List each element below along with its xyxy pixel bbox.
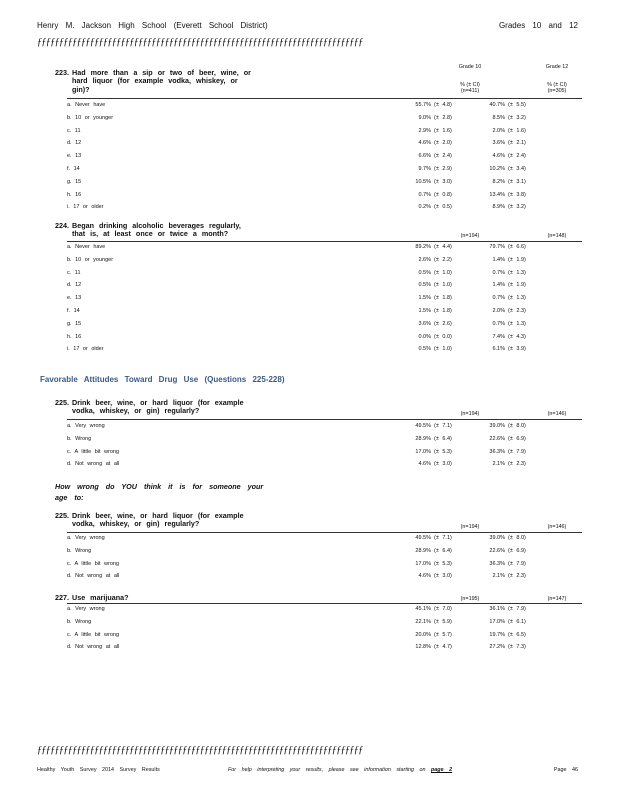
grade12-value: 39.0% [489, 535, 505, 541]
table-row [67, 267, 577, 280]
grade10-ci: (± 2.4) [434, 153, 452, 160]
table-row [67, 616, 577, 629]
grade12-ci: (± 3.2) [508, 114, 526, 121]
grade12-ci: (± 3.2) [508, 204, 526, 211]
table-row [67, 420, 577, 433]
grade10-value: 10.5% [415, 178, 431, 185]
table-row [67, 163, 577, 176]
grade12-value: 8.9% [492, 204, 505, 211]
footer-page-number: Page 46 [553, 767, 578, 773]
table-row [67, 189, 577, 202]
grade10-value: 0.0% [418, 333, 431, 340]
row-label: b. Wrong [67, 435, 92, 442]
table-row [67, 125, 577, 138]
question-223 [55, 64, 615, 94]
question-223-title: 223. Had more than a sip or two of beer, wine, or hard liquor (for example vodka, whiskey, or gin)? [55, 68, 251, 94]
grade10-value: 0.7% [418, 191, 431, 198]
grade12-ci: (± 4.3) [508, 333, 526, 340]
grade10-ci: (± 0.8) [434, 191, 452, 198]
grade12-value: 27.2% [489, 644, 505, 651]
grade12-ci: (± 6.5) [508, 631, 526, 638]
grade10-value: 17.0% [415, 448, 431, 455]
row-label: b. Wrong [67, 618, 92, 625]
grade10-value: 89.2% [415, 244, 431, 250]
row-label: d. Not wrong at all [67, 461, 120, 468]
table-row [67, 331, 577, 344]
grade10-value: 45.1% [415, 606, 431, 612]
row-label: e. 13 [67, 295, 82, 302]
grade12-value: 2.1% [492, 573, 505, 580]
table-row [67, 292, 577, 305]
grade10-value: 28.9% [415, 547, 431, 554]
row-label: g. 15 [67, 320, 82, 327]
grade10-ci: (± 7.1) [434, 423, 452, 429]
grade10-ci: (± 1.0) [434, 346, 452, 353]
question-225-a [55, 399, 615, 416]
table-row [67, 241, 577, 254]
grade10-heading: Grade 10 [458, 64, 482, 70]
grade10-ci: (± 1.8) [434, 295, 452, 302]
header-grades: Grades 10 and 12 [498, 21, 578, 30]
row-label: c. A little bit wrong [67, 560, 120, 567]
grade10-value: 0.5% [418, 282, 431, 289]
grade10-ci: (± 4.4) [434, 244, 452, 250]
question-224-title: 224. Began drinking alcoholic beverages regularly, that is, at least once or twice a month? [55, 221, 241, 239]
footer-help: For help interpreting your results, please see information starting on page 2 [228, 767, 453, 773]
grade12-ci: (± 6.9) [508, 435, 526, 442]
grade10-ci: (± 1.0) [434, 282, 452, 289]
table-row [67, 201, 577, 214]
grade12-n: (n=146) [547, 524, 567, 530]
table-row [67, 532, 577, 545]
row-label: a. Very wrong [67, 606, 105, 612]
row-label: d. 12 [67, 140, 82, 147]
grade10-value: 1.5% [418, 295, 431, 302]
grade12-ci: (± 1.3) [508, 269, 526, 276]
grade12-value: 36.3% [489, 560, 505, 567]
grade10-value: 3.6% [418, 320, 431, 327]
page-link[interactable]: page 2 [431, 767, 453, 773]
grade12-value: 7.4% [492, 333, 505, 340]
grade12-ci: (± 2.4) [508, 153, 526, 160]
grade10-n: (n=194) [460, 233, 480, 239]
grade10-pct-heading: % (± CI) [460, 82, 480, 88]
grade12-n: (n=305) [547, 88, 567, 94]
grade12-value: 0.7% [492, 295, 505, 302]
grade12-ci: (± 3.4) [508, 166, 526, 172]
row-label: b. 10 or younger [67, 114, 114, 121]
row-label: c. 11 [67, 127, 81, 134]
grade12-value: 1.4% [492, 282, 505, 289]
grade12-value: 2.1% [492, 461, 505, 468]
grade12-ci: (± 3.1) [508, 178, 526, 185]
footer-survey: Healthy Youth Survey 2014 Survey Results [37, 767, 160, 773]
grade10-value: 4.6% [418, 573, 431, 580]
grade12-ci: (± 1.3) [508, 295, 526, 302]
grade10-ci: (± 4.8) [434, 102, 452, 108]
row-label: a. Very wrong [67, 535, 105, 541]
grade10-n: (n=195) [460, 596, 480, 602]
header-school: Henry M. Jackson High School (Everett School District) [37, 21, 268, 30]
table-row [67, 279, 577, 292]
grade10-ci: (± 2.8) [434, 114, 452, 121]
grade10-ci: (± 2.6) [434, 320, 452, 327]
grade12-value: 22.6% [489, 435, 505, 442]
grade10-ci: (± 5.7) [434, 631, 452, 638]
grade10-n: (n=194) [460, 524, 480, 530]
grade12-value: 79.7% [489, 244, 505, 250]
grade10-ci: (± 7.0) [434, 606, 452, 612]
grade10-value: 49.5% [415, 423, 431, 429]
table-row [67, 545, 577, 558]
row-label: h. 16 [67, 333, 82, 340]
grade12-ci: (± 1.9) [508, 282, 526, 289]
section-title: Favorable Attitudes Toward Drug Use (Questions 225-228) [40, 375, 285, 384]
grade12-ci: (± 3.8) [508, 191, 526, 198]
grade12-ci: (± 7.9) [508, 606, 526, 612]
grade12-value: 6.1% [492, 346, 505, 353]
table-row [67, 137, 577, 150]
grade12-ci: (± 3.9) [508, 346, 526, 353]
table-row [67, 641, 577, 654]
grade10-ci: (± 0.0) [434, 333, 452, 340]
grade10-ci: (± 0.5) [434, 204, 452, 211]
grade12-value: 10.2% [489, 166, 505, 172]
row-label: a. Very wrong [67, 423, 105, 429]
grade10-value: 6.6% [418, 153, 431, 160]
grade12-ci: (± 8.0) [508, 535, 526, 541]
grade12-ci: (± 1.9) [508, 256, 526, 263]
grade10-ci: (± 1.6) [434, 127, 452, 134]
table-row [67, 558, 577, 571]
question-225-b [55, 512, 615, 529]
grade12-heading: Grade 12 [545, 64, 569, 70]
question-227-title: 227. Use marijuana? [55, 593, 129, 602]
row-label: a. Never have [67, 244, 106, 250]
grade12-value: 39.0% [489, 423, 505, 429]
table-row [67, 570, 577, 583]
grade12-value: 0.7% [492, 320, 505, 327]
grade12-n: (n=148) [547, 233, 567, 239]
grade10-ci: (± 7.1) [434, 535, 452, 541]
table-row [67, 433, 577, 446]
grade12-n: (n=146) [547, 411, 567, 417]
grade10-value: 55.7% [415, 102, 431, 108]
table-row [67, 99, 577, 112]
grade10-ci: (± 3.0) [434, 461, 452, 468]
grade12-value: 17.0% [489, 618, 505, 625]
grade12-ci: (± 5.5) [508, 102, 526, 108]
row-label: d. 12 [67, 282, 82, 289]
grade12-value: 4.6% [492, 153, 505, 160]
grade10-ci: (± 4.7) [434, 644, 452, 651]
grade10-ci: (± 6.4) [434, 435, 452, 442]
table-row [67, 446, 577, 459]
grade10-value: 28.9% [415, 435, 431, 442]
instruction-note: How wrong do YOU think it is for someone your age to: [55, 482, 264, 502]
row-label: g. 15 [67, 178, 82, 185]
grade10-value: 4.6% [418, 140, 431, 147]
grade12-ci: (± 7.9) [508, 560, 526, 567]
top-rule: ƒƒƒƒƒƒƒƒƒƒƒƒƒƒƒƒƒƒƒƒƒƒƒƒƒƒƒƒƒƒƒƒƒƒƒƒƒƒƒƒƒƒƒƒƒƒƒƒƒƒƒƒƒƒƒƒƒƒƒƒƒƒƒƒƒƒƒƒƒƒƒƒƒƒ [37, 37, 363, 48]
table-row [67, 176, 577, 189]
grade12-ci: (± 8.0) [508, 423, 526, 429]
grade10-ci: (± 2.9) [434, 166, 452, 172]
grade12-value: 2.0% [492, 308, 505, 314]
grade10-value: 9.7% [418, 166, 431, 172]
grade10-value: 2.9% [418, 127, 431, 134]
grade10-value: 4.6% [418, 461, 431, 468]
grade12-value: 8.2% [492, 178, 505, 185]
row-label: c. A little bit wrong [67, 631, 120, 638]
grade12-value: 36.1% [489, 606, 505, 612]
row-label: d. Not wrong at all [67, 573, 120, 580]
grade10-ci: (± 6.4) [434, 547, 452, 554]
grade10-ci: (± 5.3) [434, 448, 452, 455]
grade10-ci: (± 1.0) [434, 269, 452, 276]
grade12-n: (n=147) [547, 596, 567, 602]
grade10-value: 22.1% [415, 618, 431, 625]
grade10-ci: (± 5.3) [434, 560, 452, 567]
grade12-value: 8.5% [492, 114, 505, 121]
grade12-ci: (± 2.3) [508, 573, 526, 580]
grade12-ci: (± 2.3) [508, 308, 526, 314]
question-225-a-title: 225. Drink beer, wine, or hard liquor (for example vodka, whiskey, or gin) regularly? [55, 398, 244, 416]
row-label: b. Wrong [67, 547, 92, 554]
grade10-ci: (± 2.0) [434, 140, 452, 147]
grade12-ci: (± 2.1) [508, 140, 526, 147]
grade10-ci: (± 5.9) [434, 618, 452, 625]
row-label: d. Not wrong at all [67, 644, 120, 651]
grade12-ci: (± 6.6) [508, 244, 526, 250]
grade12-ci: (± 1.6) [508, 127, 526, 134]
row-label: i. 17 or older [67, 204, 104, 211]
grade10-ci: (± 3.0) [434, 573, 452, 580]
grade10-value: 17.0% [415, 560, 431, 567]
grade12-value: 1.4% [492, 256, 505, 263]
table-row [67, 629, 577, 642]
grade12-value: 36.3% [489, 448, 505, 455]
row-label: a. Never have [67, 102, 106, 108]
grade10-value: 0.5% [418, 346, 431, 353]
grade10-value: 49.5% [415, 535, 431, 541]
grade12-ci: (± 7.3) [508, 644, 526, 651]
table-row [67, 343, 577, 356]
grade10-ci: (± 1.8) [434, 308, 452, 314]
row-label: h. 16 [67, 191, 82, 198]
row-label: c. 11 [67, 269, 81, 276]
grade12-value: 13.4% [489, 191, 505, 198]
grade12-ci: (± 2.3) [508, 461, 526, 468]
question-225-b-title: 225. Drink beer, wine, or hard liquor (for example vodka, whiskey, or gin) regularly? [55, 511, 244, 529]
bottom-rule: ƒƒƒƒƒƒƒƒƒƒƒƒƒƒƒƒƒƒƒƒƒƒƒƒƒƒƒƒƒƒƒƒƒƒƒƒƒƒƒƒƒƒƒƒƒƒƒƒƒƒƒƒƒƒƒƒƒƒƒƒƒƒƒƒƒƒƒƒƒƒƒƒƒƒ [37, 745, 363, 756]
grade10-value: 2.6% [418, 256, 431, 263]
table-row [67, 318, 577, 331]
table-row [67, 150, 577, 163]
grade12-value: 3.6% [492, 140, 505, 147]
grade10-value: 0.2% [418, 204, 431, 211]
grade10-value: 0.5% [418, 269, 431, 276]
question-227 [55, 594, 615, 602]
question-224 [55, 222, 615, 239]
row-label: c. A little bit wrong [67, 448, 120, 455]
table-row [67, 603, 577, 616]
grade10-value: 12.8% [415, 644, 431, 651]
row-label: f. 14 [67, 166, 80, 172]
grade12-value: 2.0% [492, 127, 505, 134]
table-row [67, 112, 577, 125]
grade12-value: 19.7% [489, 631, 505, 638]
grade10-n: (n=194) [460, 411, 480, 417]
row-label: f. 14 [67, 308, 80, 314]
table-row [67, 305, 577, 318]
grade12-ci: (± 7.9) [508, 448, 526, 455]
grade12-ci: (± 1.3) [508, 320, 526, 327]
grade10-value: 9.0% [418, 114, 431, 121]
grade10-n: (n=411) [460, 88, 480, 94]
grade12-ci: (± 6.9) [508, 547, 526, 554]
grade12-value: 0.7% [492, 269, 505, 276]
grade12-ci: (± 6.1) [508, 618, 526, 625]
grade10-value: 20.0% [415, 631, 431, 638]
row-label: b. 10 or younger [67, 256, 114, 263]
row-label: i. 17 or older [67, 346, 104, 353]
grade12-value: 40.7% [489, 102, 505, 108]
grade12-pct-heading: % (± CI) [547, 82, 567, 88]
table-row [67, 254, 577, 267]
grade10-ci: (± 3.0) [434, 178, 452, 185]
grade10-value: 1.5% [418, 308, 431, 314]
table-row [67, 458, 577, 471]
grade10-ci: (± 2.2) [434, 256, 452, 263]
grade12-value: 22.6% [489, 547, 505, 554]
row-label: e. 13 [67, 153, 82, 160]
